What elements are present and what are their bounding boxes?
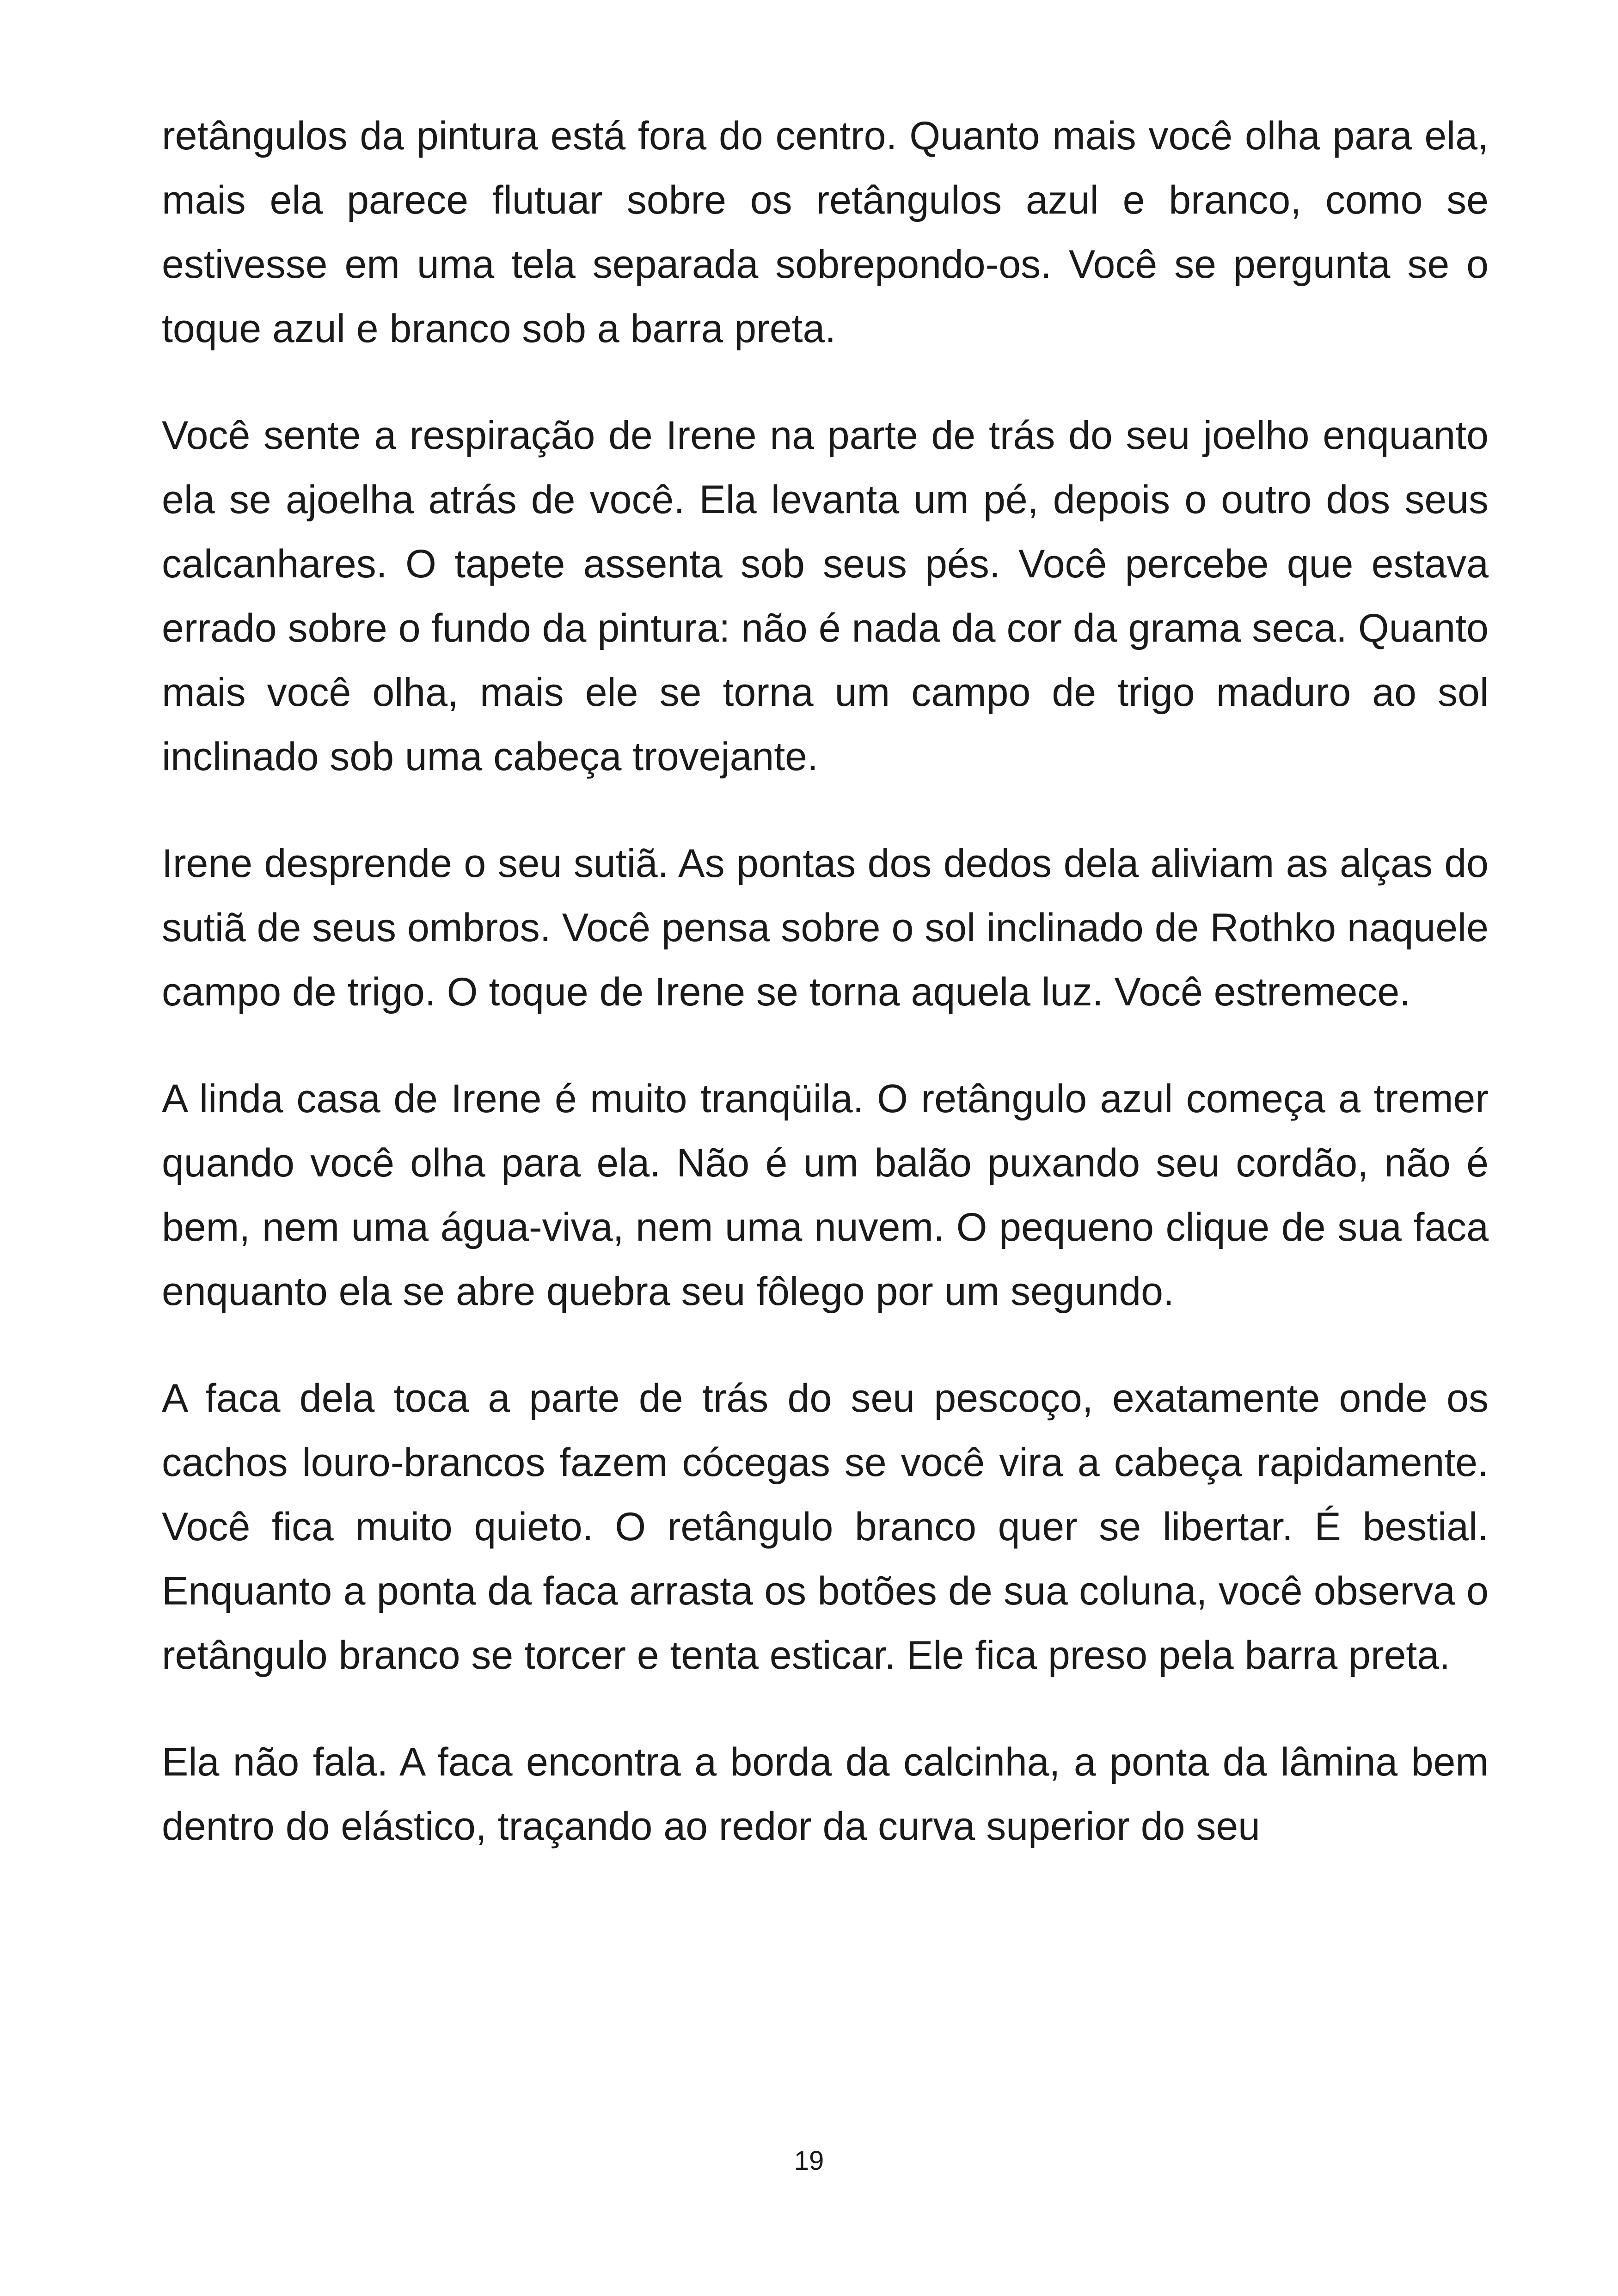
paragraph-2: Você sente a respiração de Irene na parte de trás do seu joelho enquanto ela se ajoelha atrás de você. Ela levanta um pé, depois o outro dos seus calcanhares. O tapete assenta sob seus pés. Você percebe que estava errado sobre o fundo da pintura: não é nada da cor da grama seca. Quanto mais você olha, mais ele se torna um campo de trigo maduro ao sol inclinado sob uma cabeça trovejante.: [162, 413, 1489, 779]
page-body-text: [162, 104, 1489, 1859]
paragraph-1: retângulos da pintura está fora do centro. Quanto mais você olha para ela, mais ela parece flutuar sobre os retângulos azul e branco, como se estivesse em uma tela separada sobrepondo-os. Você se pergunta se o toque azul e branco sob a barra preta.: [162, 114, 1489, 351]
page-number: 19: [794, 2146, 824, 2176]
paragraph-5: A faca dela toca a parte de trás do seu pescoço, exatamente onde os cachos louro-brancos fazem cócegas se você vira a cabeça rapidamente. Você fica muito quieto. O retângulo branco quer se libertar. É bestial. Enquanto a ponta da faca arrasta os botões de sua coluna, você observa o retângulo branco se torcer e tenta esticar. Ele fica preso pela barra preta.: [162, 1376, 1489, 1678]
paragraph-4: A linda casa de Irene é muito tranqüila. O retângulo azul começa a tremer quando você olha para ela. Não é um balão puxando seu cordão, não é bem, nem uma água-viva, nem uma nuvem. O pequeno clique de sua faca enquanto ela se abre quebra seu fôlego por um segundo.: [162, 1077, 1489, 1314]
paragraph-6: Ela não fala. A faca encontra a borda da calcinha, a ponta da lâmina bem dentro do elástico, traçando ao redor da curva superior do seu: [162, 1740, 1489, 1849]
paragraph-3: Irene desprende o seu sutiã. As pontas dos dedos dela aliviam as alças do sutiã de seus ombros. Você pensa sobre o sol inclinado de Rothko naquele campo de trigo. O toque de Irene se torna aquela luz. Você estremece.: [162, 841, 1489, 1014]
